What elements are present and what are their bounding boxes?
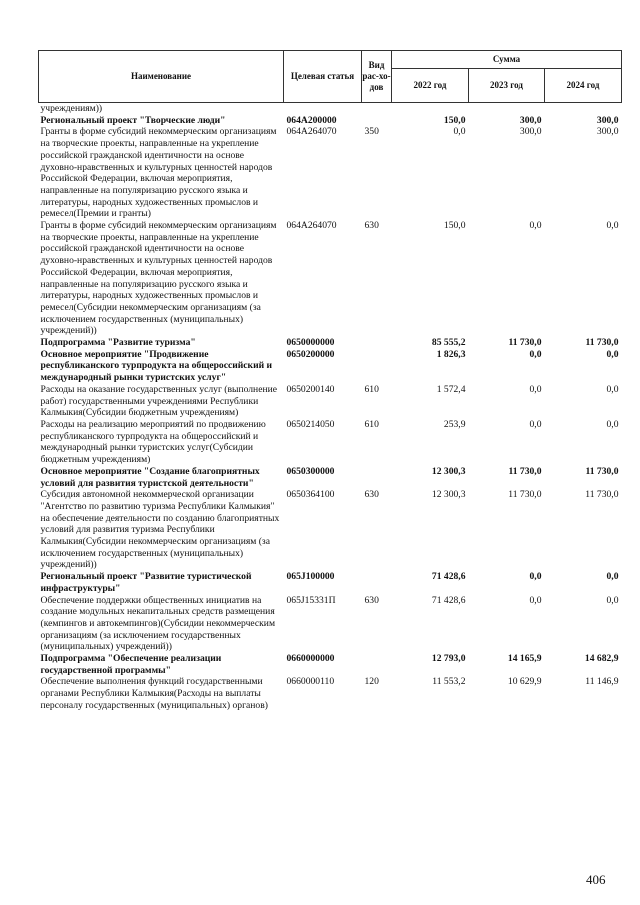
row-value-2023: 11 730,0 [508, 465, 542, 477]
row-code-cell: 0650200140 [286, 383, 335, 395]
row-value-2023: 0,0 [529, 220, 542, 232]
row-code-cell [284, 103, 362, 115]
row-name-cell: Гранты в форме субсидий некоммерческим организациям на творческие проекты, направленные на укрепление российской гражданской идентичности на основе духовно-нравственных и культурных ценностей народов Российской Федерации, включая мероприятия, направленные на популяризацию русского языка и литературы, народных художественных промыслов и ремесел(Субсидии некоммерческим организациям (за исключением государственных (муниципальных) учреждений)) [40, 220, 277, 337]
row-vid-cell: 120 [364, 676, 379, 688]
row-vid-cell [362, 115, 392, 127]
header-sum: Сумма [392, 51, 622, 69]
row-vid-cell: 630 [364, 594, 379, 606]
row-vid-cell [362, 653, 392, 676]
row-value-2024: 11 730,0 [585, 489, 619, 501]
row-value-2024: 14 682,9 [584, 653, 619, 665]
row-code-cell: 0650214050 [286, 418, 335, 430]
row-name-cell: Расходы на оказание государственных услуг (выполнение работ) государственными учреждениями Республики Калмыкия(Субсидии бюджетным учреждениям) [40, 383, 277, 419]
row-value-2024: 11 730,0 [585, 465, 619, 477]
row-code-cell: 064A200000 [286, 114, 337, 126]
budget-table [38, 50, 622, 712]
row-code-cell: 0650364100 [286, 489, 335, 501]
table-row [39, 653, 622, 676]
row-value-2022: 71 428,6 [431, 594, 466, 606]
row-value-2023 [469, 103, 545, 115]
row-vid-cell [362, 349, 392, 384]
header-vid: Вид рас-хо-дов [362, 51, 392, 103]
row-name-cell: Региональный проект "Развитие туристической инфраструктуры" [40, 571, 252, 594]
row-code-cell: 0660000110 [286, 676, 335, 688]
row-name-cell: Обеспечение выполнения функций государственными органами Республики Калмыкия(Расходы на выплаты персоналу государственных (муниципальных) органов) [40, 676, 268, 711]
row-code-cell: 0650200000 [286, 348, 335, 360]
row-code-cell: 065J15331П [286, 594, 336, 606]
page-number: 406 [586, 872, 606, 887]
row-value-2024: 11 146,9 [585, 676, 619, 688]
row-value-2022: 71 428,6 [431, 571, 466, 583]
row-name-cell: Подпрограмма "Обеспечение реализации государственной программы" [40, 653, 222, 676]
row-value-2023: 0,0 [529, 594, 542, 606]
row-code-cell: 0660000000 [286, 653, 335, 665]
header-name: Наименование [39, 51, 284, 103]
row-value-2023: 0,0 [529, 348, 542, 360]
row-name-cell: Гранты в форме субсидий некоммерческим организациям на творческие проекты, направленные на укрепление российской гражданской идентичности на основе духовно-нравственных и культурных ценностей народов Российской Федерации, включая мероприятия, направленные на популяризацию русского языка и литературы, народных художественных промыслов и ремесел(Премии и гранты) [40, 126, 277, 220]
header-year-2022: 2022 год [392, 69, 469, 103]
row-value-2024: 0,0 [606, 348, 619, 360]
table-row [39, 419, 622, 466]
table-header [39, 51, 622, 103]
row-vid-cell: 610 [364, 383, 379, 395]
row-vid-cell: 610 [364, 418, 379, 430]
table-body [39, 103, 622, 712]
row-name-cell: Основное мероприятие "Продвижение республиканского турпродукта на общероссийский и международный рынки туристских услуг" [40, 348, 273, 384]
row-value-2023: 10 629,9 [507, 676, 542, 688]
row-value-2024: 0,0 [606, 220, 619, 232]
row-value-2022: 12 300,3 [431, 465, 466, 477]
row-value-2022: 1 826,3 [436, 348, 466, 360]
row-name-cell: Обеспечение поддержки общественных инициатив на создание модульных некапитальных средств размещения (кемпингов и автокемпингов)(Субсидии некоммерческим организациям (за исключением государственных (муниципальных) учреждений)) [40, 594, 276, 653]
table-row [39, 676, 622, 711]
header-year-2024: 2024 год [545, 69, 622, 103]
row-value-2023: 0,0 [529, 383, 542, 395]
row-name-cell: учреждениям)) [40, 103, 103, 114]
table-row [39, 489, 622, 571]
row-value-2022: 253,9 [443, 418, 466, 430]
row-value-2024 [545, 103, 622, 115]
table-row [39, 220, 622, 337]
row-value-2022: 12 300,3 [431, 489, 466, 501]
row-name-cell: Субсидия автономной некоммерческой организации "Агентство по развитию туризма Республики Калмыкия" на обеспечение деятельности по созданию благоприятных условий для развития туризма Республики Калмыкия(Субсидии некоммерческим организациям (за исключением государственных (муниципальных) учреждений)) [40, 489, 280, 571]
row-name-cell: Расходы на реализацию мероприятий по продвижению республиканского турпродукта на общероссийский и международный рынки туристских услуг(Субсидии бюджетным учреждениям) [40, 418, 266, 466]
row-value-2023: 14 165,9 [507, 653, 542, 665]
row-value-2023: 300,0 [519, 126, 542, 138]
row-value-2023: 11 730,0 [508, 489, 542, 501]
row-value-2024: 0,0 [606, 418, 619, 430]
row-vid-cell: 630 [364, 489, 379, 501]
row-code-cell: 064A264070 [286, 220, 337, 232]
table-row [39, 337, 622, 349]
row-value-2023: 0,0 [529, 571, 542, 583]
row-name-cell: Основное мероприятие "Создание благоприятных условий для развития туристской деятельности" [40, 465, 260, 489]
row-value-2022: 0,0 [453, 126, 466, 138]
row-vid-cell [362, 103, 392, 115]
row-value-2022: 150,0 [443, 114, 466, 126]
row-name-cell: Региональный проект "Творческие люди" [40, 114, 226, 126]
row-value-2024: 0,0 [606, 571, 619, 583]
row-code-cell: 0650300000 [286, 465, 335, 477]
row-vid-cell [362, 571, 392, 594]
row-code-cell: 0650000000 [286, 337, 335, 349]
row-value-2024: 0,0 [606, 383, 619, 395]
table-row [39, 115, 622, 127]
table-row [39, 384, 622, 419]
row-name-cell: Подпрограмма "Развитие туризма" [40, 337, 196, 349]
table-row [39, 126, 622, 220]
table-row [39, 466, 622, 489]
table-row [39, 349, 622, 384]
row-vid-cell [362, 466, 392, 489]
row-value-2022: 1 572,4 [436, 383, 466, 395]
row-value-2022: 12 793,0 [431, 653, 466, 665]
row-value-2023: 300,0 [519, 114, 542, 126]
table-row [39, 571, 622, 594]
row-vid-cell: 350 [364, 126, 379, 138]
table-row [39, 595, 622, 654]
row-value-2022 [392, 103, 469, 115]
header-year-2023: 2023 год [469, 69, 545, 103]
row-vid-cell [362, 337, 392, 349]
row-value-2023: 11 730,0 [508, 337, 542, 349]
row-code-cell: 064A264070 [286, 126, 337, 138]
table-row [39, 103, 622, 115]
row-value-2024: 300,0 [596, 114, 619, 126]
row-code-cell: 065J100000 [286, 571, 335, 583]
row-value-2022: 85 555,2 [431, 337, 466, 349]
row-vid-cell: 630 [364, 220, 379, 232]
row-value-2024: 0,0 [606, 594, 619, 606]
header-code: Целевая статья [284, 51, 362, 103]
row-value-2023: 0,0 [529, 418, 542, 430]
row-value-2024: 300,0 [596, 126, 619, 138]
row-value-2022: 11 553,2 [432, 676, 466, 688]
row-value-2024: 11 730,0 [585, 337, 619, 349]
row-value-2022: 150,0 [443, 220, 466, 232]
